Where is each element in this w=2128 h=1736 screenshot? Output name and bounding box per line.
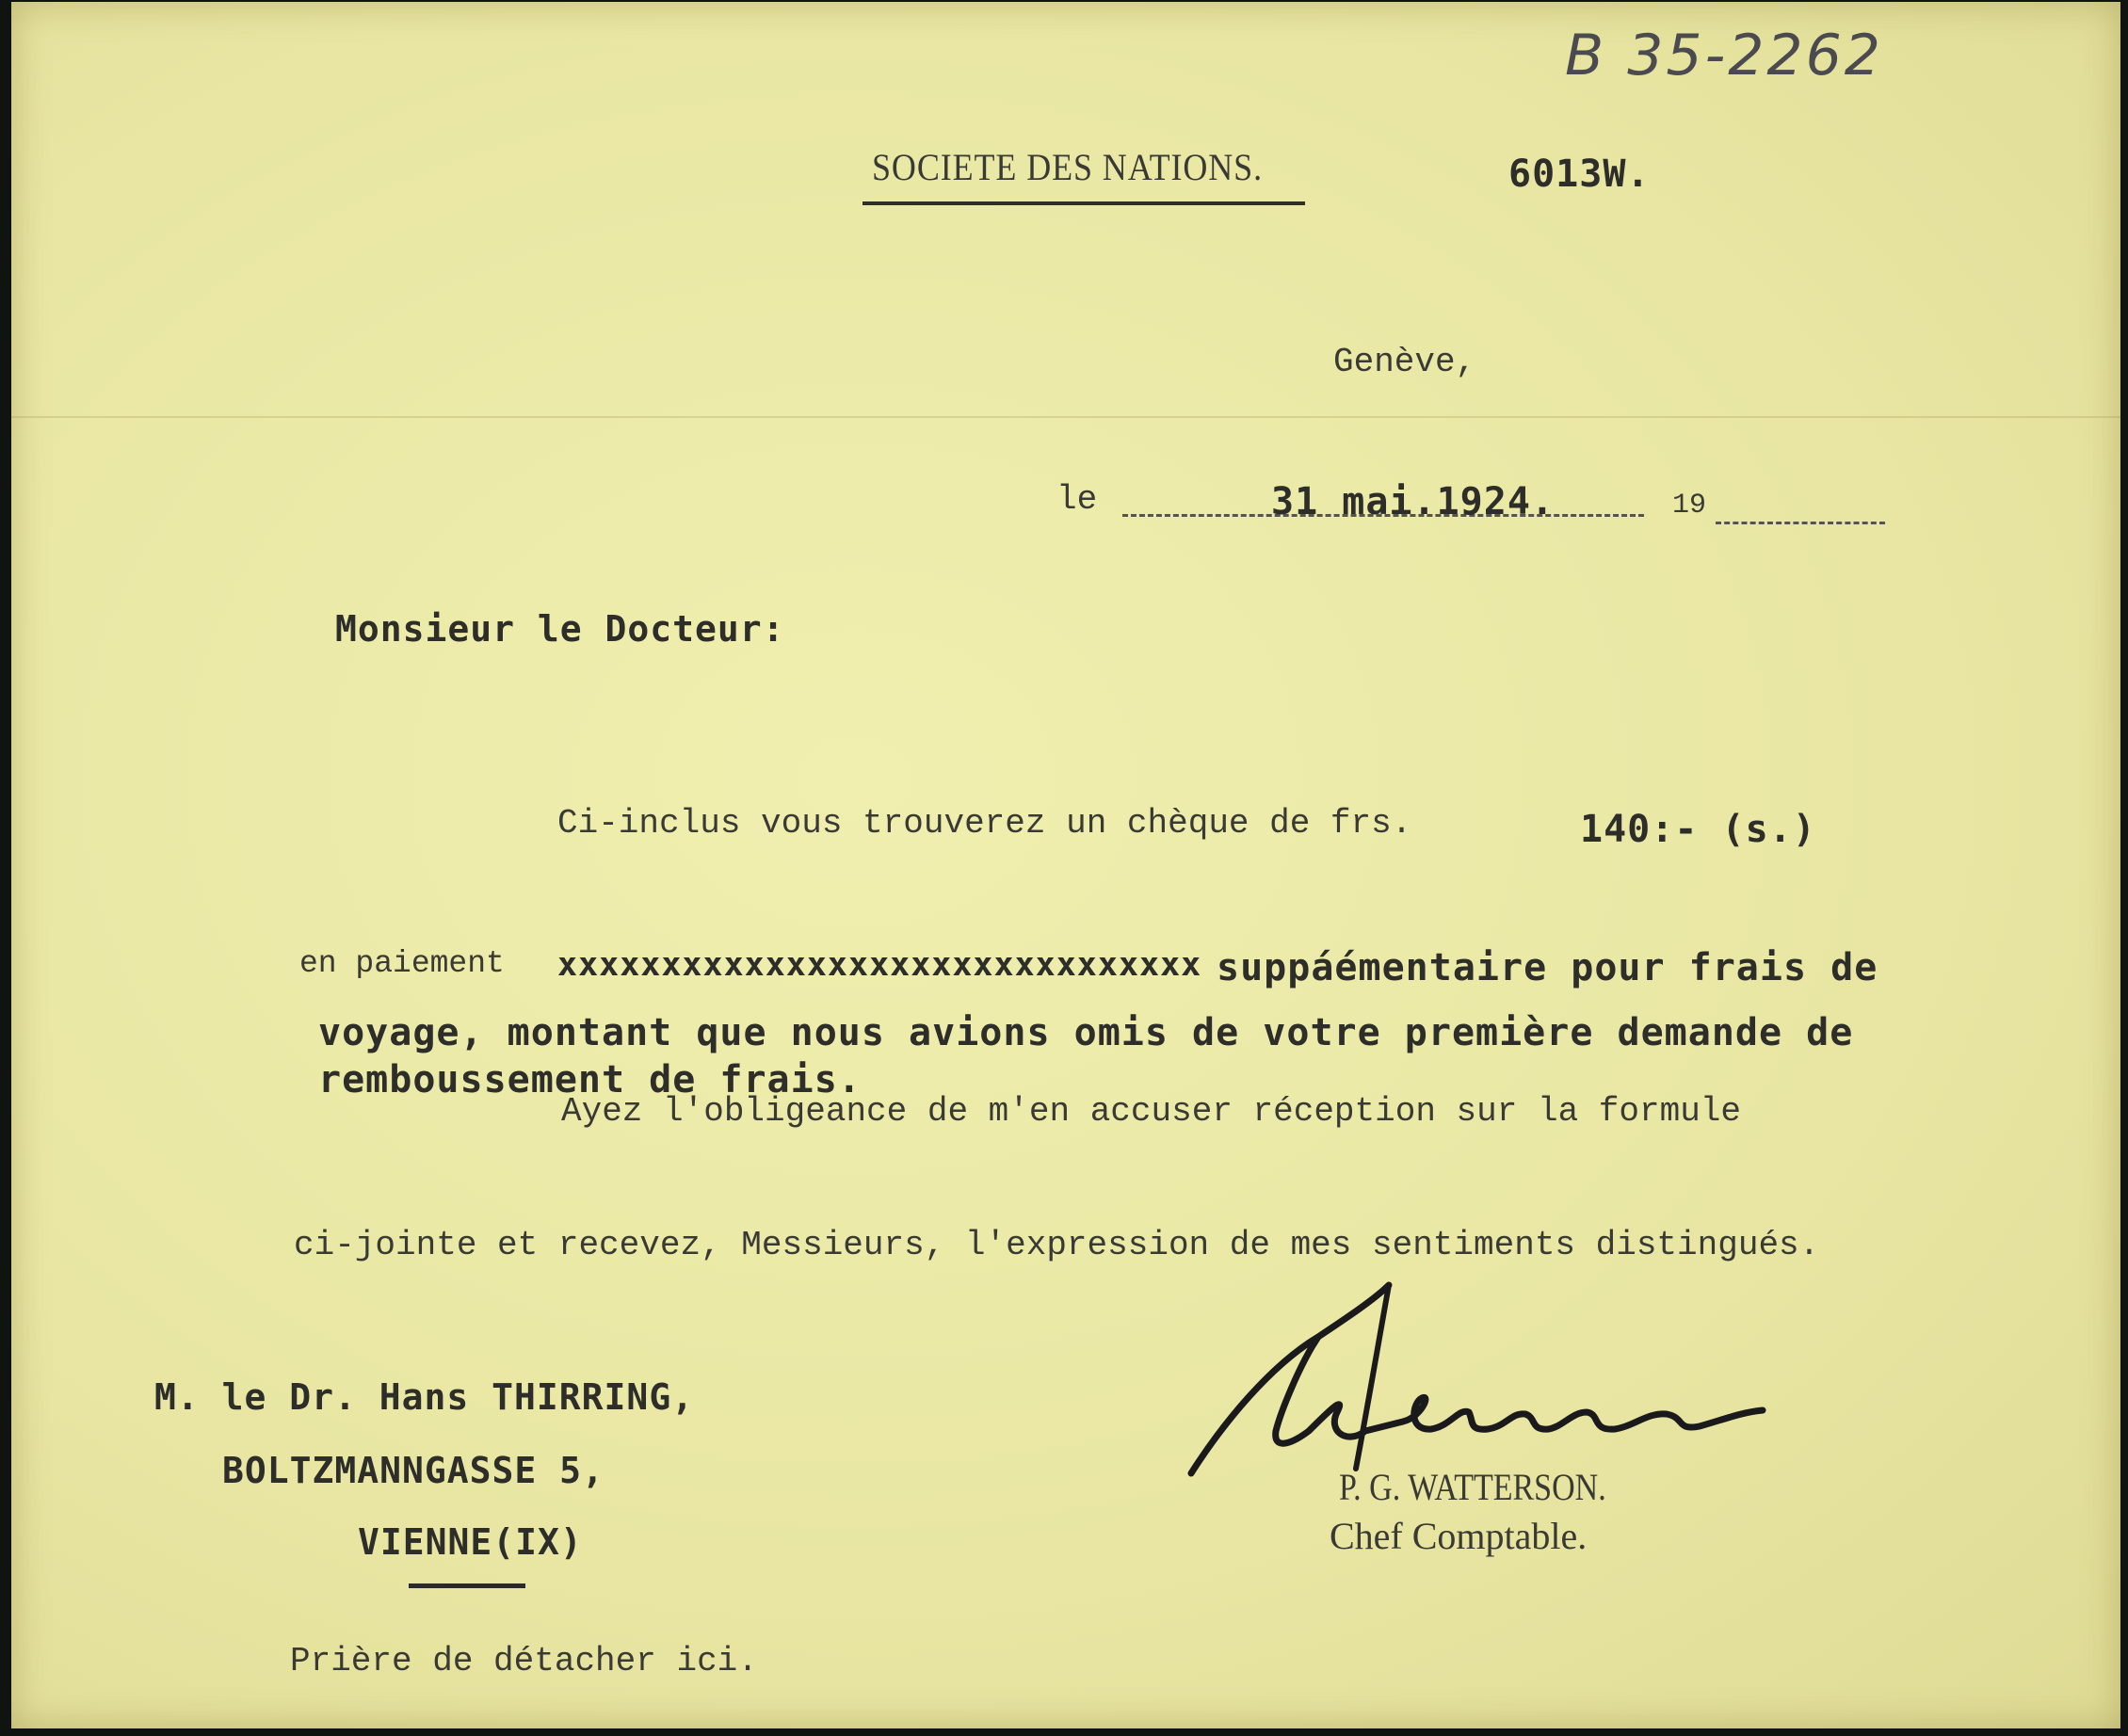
- archive-reference: B 35-2262: [1565, 23, 1883, 88]
- detach-instruction: Prière de détacher ici.: [290, 1642, 758, 1680]
- signer-title: Chef Comptable.: [1330, 1515, 1588, 1557]
- handwritten-signature: [1186, 1280, 1770, 1478]
- body-line-cheque: Ci-inclus vous trouverez un chèque de frs.: [557, 804, 1412, 843]
- body-line-payment-label: en paiement: [299, 946, 505, 981]
- struck-out-text: xxxxxxxxxxxxxxxxxxxxxxxxxxxxxxx: [557, 946, 1202, 984]
- body-line-supplement: suppáémentaire pour frais de: [1217, 946, 1878, 989]
- cheque-amount: 140:- (s.): [1580, 808, 1816, 851]
- date-value: 31 mai.1924.: [1271, 480, 1555, 523]
- body-line-acknowledge: Ayez l'obligeance de m'en accuser réception sur la formule: [561, 1092, 1742, 1131]
- document-number: 6013W.: [1508, 153, 1651, 196]
- year-dotted-line: [1716, 522, 1885, 524]
- signer-name: P. G. WATTERSON.: [1339, 1466, 1606, 1508]
- place-label: Genève,: [1333, 343, 1476, 381]
- paper-fold: [11, 416, 2120, 418]
- recipient-street: BOLTZMANNGASSE 5,: [222, 1450, 605, 1491]
- body-line-voyage: voyage, montant que nous avions omis de votre première demande de: [318, 1011, 1854, 1054]
- organization-heading: SOCIETE DES NATIONS.: [872, 146, 1264, 188]
- letter-sheet: [11, 2, 2120, 1728]
- address-underline: [409, 1583, 525, 1588]
- heading-underline: [862, 201, 1305, 205]
- salutation: Monsieur le Docteur:: [335, 608, 785, 650]
- year-prefix: 19: [1672, 490, 1707, 522]
- date-prefix: le: [1056, 480, 1098, 519]
- recipient-city: VIENNE(IX): [358, 1521, 583, 1563]
- body-line-reimbursement: remboussement de frais.: [318, 1058, 862, 1101]
- body-line-closing: ci-jointe et recevez, Messieurs, l'expression de mes sentiments distingués.: [294, 1226, 1820, 1264]
- recipient-name: M. le Dr. Hans THIRRING,: [154, 1376, 695, 1418]
